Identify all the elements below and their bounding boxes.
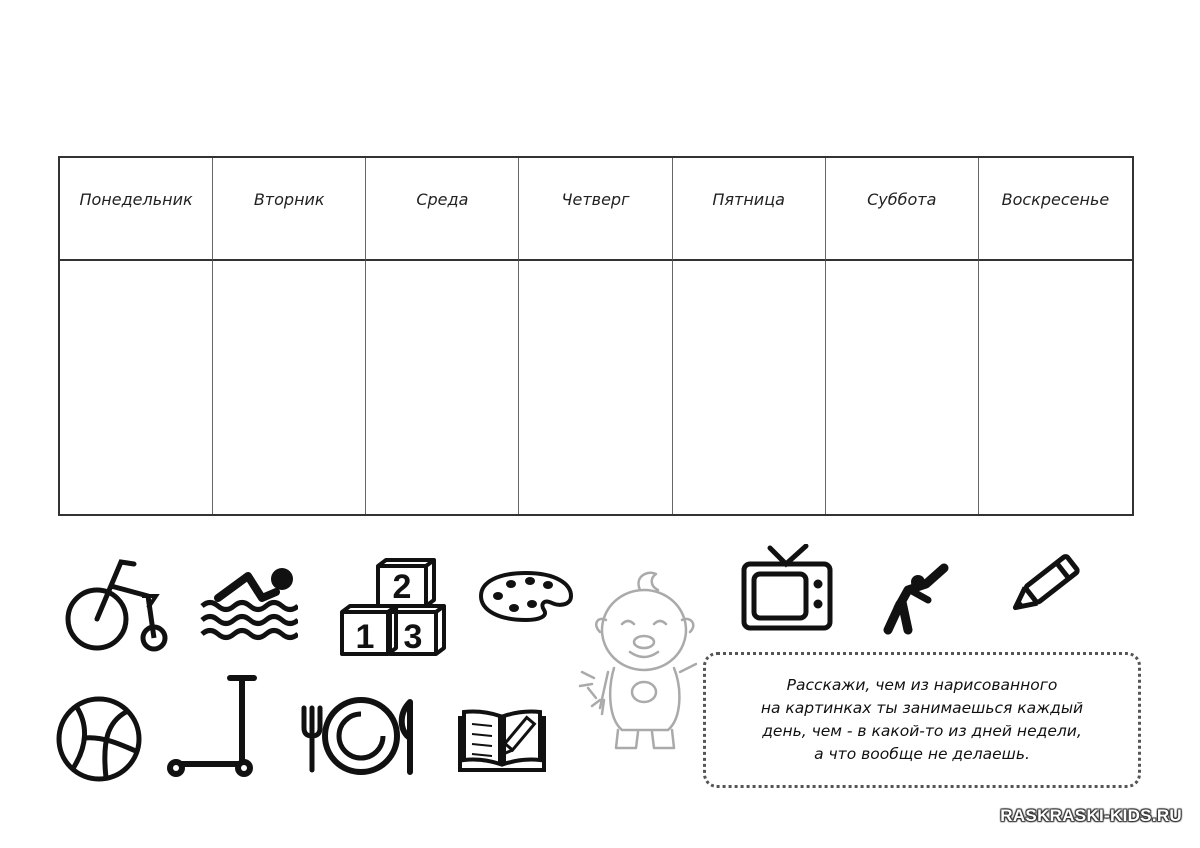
cartoon-child-illustration [578,568,718,758]
toy-blocks-icon [338,556,450,658]
block-number-top: 2 [392,568,412,606]
day-header-saturday: Суббота [826,158,979,261]
bubble-line-1: Расскажи, чем из нарисованного [786,676,1058,694]
day-cell-sunday[interactable] [979,261,1132,514]
plate-fork-knife-icon [298,694,424,778]
block-number-right: 3 [403,618,423,656]
tricycle-icon [64,556,174,656]
day-cell-tuesday[interactable] [213,261,366,514]
day-header-monday: Понедельник [60,158,213,261]
day-header-friday: Пятница [673,158,826,261]
site-watermark: RASKRASKI-KIDS.RU [1000,806,1182,825]
bubble-line-3: день, чем - в какой-то из дней недели, [762,722,1082,740]
pencil-icon [1006,548,1086,622]
exercise-person-icon [880,560,950,636]
swimmer-icon [198,564,298,646]
day-header-thursday: Четверг [519,158,672,261]
ball-icon [54,694,144,784]
day-cell-thursday[interactable] [519,261,672,514]
weekly-schedule-table [58,156,1134,516]
open-book-icon [456,708,548,774]
day-cell-wednesday[interactable] [366,261,519,514]
day-header-sunday: Воскресенье [979,158,1132,261]
palette-icon [478,570,574,622]
day-header-tuesday: Вторник [213,158,366,261]
scooter-icon [156,674,264,780]
day-cell-friday[interactable] [673,261,826,514]
tv-icon [740,544,834,634]
bubble-line-2: на картинках ты занимаешься каждый [760,699,1084,717]
bubble-line-4: а что вообще не делаешь. [814,745,1030,763]
speech-bubble-text [706,674,1138,766]
day-header-wednesday: Среда [366,158,519,261]
day-cell-monday[interactable] [60,261,213,514]
day-cell-saturday[interactable] [826,261,979,514]
block-number-left: 1 [355,618,375,656]
